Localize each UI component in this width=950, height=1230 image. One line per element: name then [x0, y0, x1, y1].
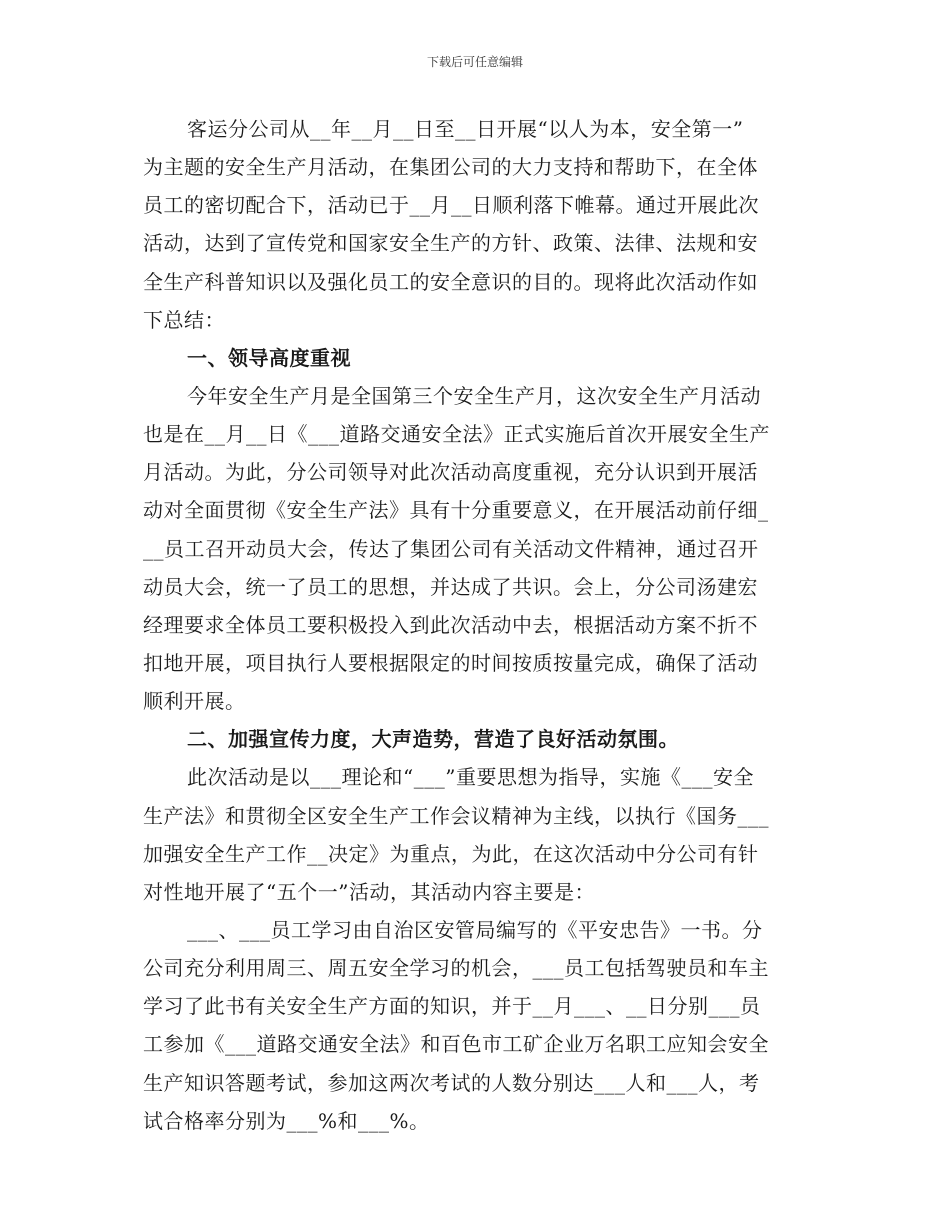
page-header: 下载后可任意编辑 [426, 55, 523, 69]
text-line: 对性地开展了“五个一”活动，其活动内容主要是： [143, 879, 595, 904]
text-line: 试合格率分别为___%和___%。 [143, 1108, 430, 1133]
text-line: 经理要求全体员工要积极投入到此次活动中去，根据活动方案不折不 [143, 612, 758, 637]
text-line: 月活动。为此，分公司领导对此次活动高度重视，充分认识到开展活 [143, 460, 758, 485]
text-line: 顺利开展。 [143, 689, 246, 714]
text-line: __员工召开动员大会，传达了集团公司有关活动文件精神，通过召开 [143, 536, 759, 561]
text-line: 动员大会，统一了员工的思想，并达成了共识。会上，分公司汤建宏 [143, 574, 758, 599]
text-line: 活动，达到了宣传党和国家安全生产的方针、政策、法律、法规和安 [143, 231, 758, 256]
text-line: 下总结： [143, 307, 225, 332]
text-line: 学习了此书有关安全生产方面的知识，并于__月___、__日分别___员 [143, 994, 761, 1019]
text-line: 生产法》和贯彻全区安全生产工作会议精神为主线，以执行《国务___ [143, 803, 769, 828]
text-line: 员工的密切配合下，活动已于__月__日顺利落下帷幕。通过开展此次 [143, 193, 759, 218]
text-line: 动对全面贯彻《安全生产法》具有十分重要意义，在开展活动前仔细_ [143, 498, 769, 523]
text-line: 扣地开展，项目执行人要根据限定的时间按质按量完成，确保了活动 [143, 650, 758, 675]
text-line: 也是在__月__日《___道路交通安全法》正式实施后首次开展安全生产 [143, 422, 770, 447]
text-line: ___、___员工学习由自治区安管局编写的《平安忠告》一书。分 [187, 917, 763, 942]
text-line: 公司充分利用周三、周五安全学习的机会，___员工包括驾驶员和车主 [143, 956, 769, 981]
text-line: 此次活动是以___理论和“___”重要思想为指导，实施《___安全 [187, 765, 754, 790]
section-heading: 一、领导高度重视 [187, 345, 351, 370]
text-line: 加强安全生产工作__决定》为重点，为此，在这次活动中分公司有针 [143, 841, 759, 866]
text-line: 全生产科普知识以及强化员工的安全意识的目的。现将此次活动作如 [143, 269, 758, 294]
document-body [143, 110, 808, 1140]
text-line: 今年安全生产月是全国第三个安全生产月，这次安全生产月活动 [187, 383, 761, 408]
text-line: 工参加《___道路交通安全法》和百色市工矿企业万名职工应知会安全 [143, 1032, 769, 1057]
text-line: 为主题的安全生产月活动，在集团公司的大力支持和帮助下，在全体 [143, 155, 758, 180]
section-heading: 二、加强宣传力度，大声造势，营造了良好活动氛围。 [187, 727, 679, 752]
text-line: 生产知识答题考试，参加这两次考试的人数分别达___人和___人，考 [143, 1070, 760, 1095]
text-line: 客运分公司从__年__月__日至__日开展“以人为本，安全第一” [187, 117, 744, 141]
